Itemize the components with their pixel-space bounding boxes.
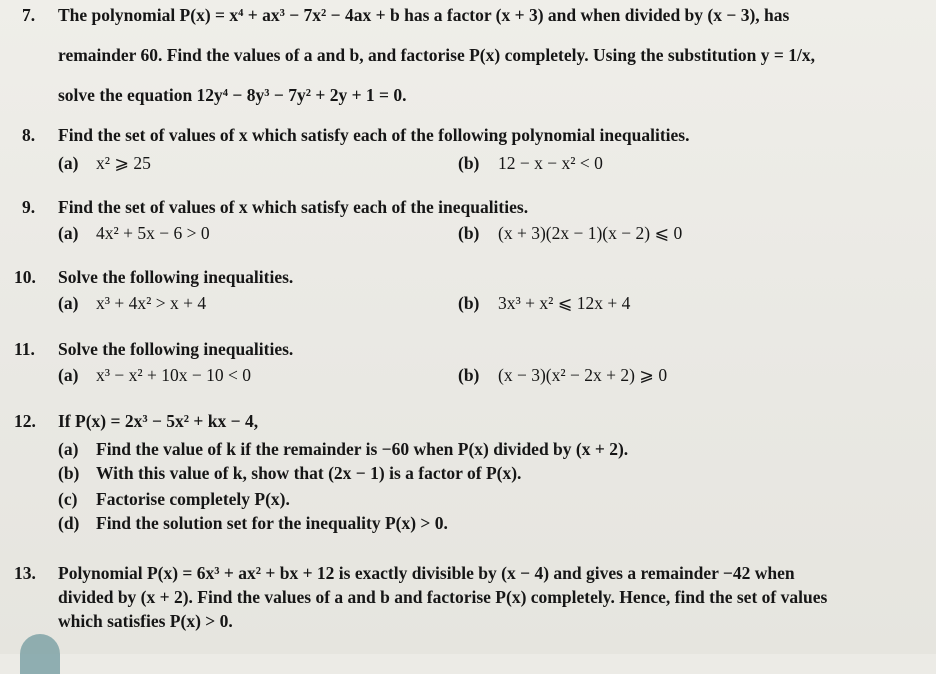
question-12d-text: Find the solution set for the inequality P(x) > 0.	[96, 513, 448, 533]
question-11-number: 11.	[14, 339, 35, 359]
question-8-text: Find the set of values of x which satisfy each of the following polynomial inequalities.	[58, 125, 690, 145]
question-9-number: 9.	[22, 197, 36, 217]
question-9a-label: (a)	[58, 223, 79, 243]
question-10a-label: (a)	[58, 293, 79, 313]
question-8a-label: (a)	[58, 153, 79, 173]
question-10b-label: (b)	[458, 293, 480, 313]
question-11a-label: (a)	[58, 365, 79, 385]
question-9-text: Find the set of values of x which satisfy each of the inequalities.	[58, 197, 529, 217]
question-12c-label: (c)	[58, 489, 78, 509]
question-13-number: 13.	[14, 563, 36, 583]
question-10-text: Solve the following inequalities.	[58, 267, 294, 287]
question-8a-text: x² ⩾ 25	[96, 153, 151, 173]
question-9a-text: 4x² + 5x − 6 > 0	[96, 223, 210, 243]
question-12b-text: With this value of k, show that (2x − 1) is a factor of P(x).	[96, 463, 522, 483]
question-10-number: 10.	[14, 267, 36, 287]
question-12-number: 12.	[14, 411, 36, 431]
question-12b-label: (b)	[58, 463, 80, 483]
question-7-text-3: solve the equation 12y⁴ − 8y³ − 7y² + 2y + 1 = 0.	[58, 85, 407, 105]
question-11b-text: (x − 3)(x² − 2x + 2) ⩾ 0	[498, 365, 668, 385]
question-10b-text: 3x³ + x² ⩽ 12x + 4	[498, 293, 631, 313]
question-7-text-1: The polynomial P(x) = x⁴ + ax³ − 7x² − 4ax + b has a factor (x + 3) and when divided by (x − 3), has	[58, 5, 790, 25]
question-12d-label: (d)	[58, 513, 80, 533]
question-7-text-2: remainder 60. Find the values of a and b, and factorise P(x) completely. Using the substitution y = 1/x,	[58, 45, 815, 65]
question-9b-label: (b)	[458, 223, 480, 243]
question-13-text-1: Polynomial P(x) = 6x³ + ax² + bx + 12 is exactly divisible by (x − 4) and gives a remainder −42 when	[58, 563, 795, 583]
question-12a-text: Find the value of k if the remainder is −60 when P(x) divided by (x + 2).	[96, 439, 629, 459]
question-8-number: 8.	[22, 125, 36, 145]
question-13-text-2: divided by (x + 2). Find the values of a and b and factorise P(x) completely. Hence, find the set of values	[58, 587, 828, 607]
question-8b-text: 12 − x − x² < 0	[498, 153, 603, 173]
question-12c-text: Factorise completely P(x).	[96, 489, 290, 509]
question-12-text: If P(x) = 2x³ − 5x² + kx − 4,	[58, 411, 259, 431]
question-8b-label: (b)	[458, 153, 480, 173]
question-11a-text: x³ − x² + 10x − 10 < 0	[96, 365, 251, 385]
question-7-number: 7.	[22, 5, 36, 25]
question-13-text-3: which satisfies P(x) > 0.	[58, 611, 233, 631]
question-11-text: Solve the following inequalities.	[58, 339, 294, 359]
page-edge-shape	[20, 634, 60, 674]
question-12a-label: (a)	[58, 439, 79, 459]
question-10a-text: x³ + 4x² > x + 4	[96, 293, 207, 313]
question-11b-label: (b)	[458, 365, 480, 385]
question-9b-text: (x + 3)(2x − 1)(x − 2) ⩽ 0	[498, 223, 683, 243]
